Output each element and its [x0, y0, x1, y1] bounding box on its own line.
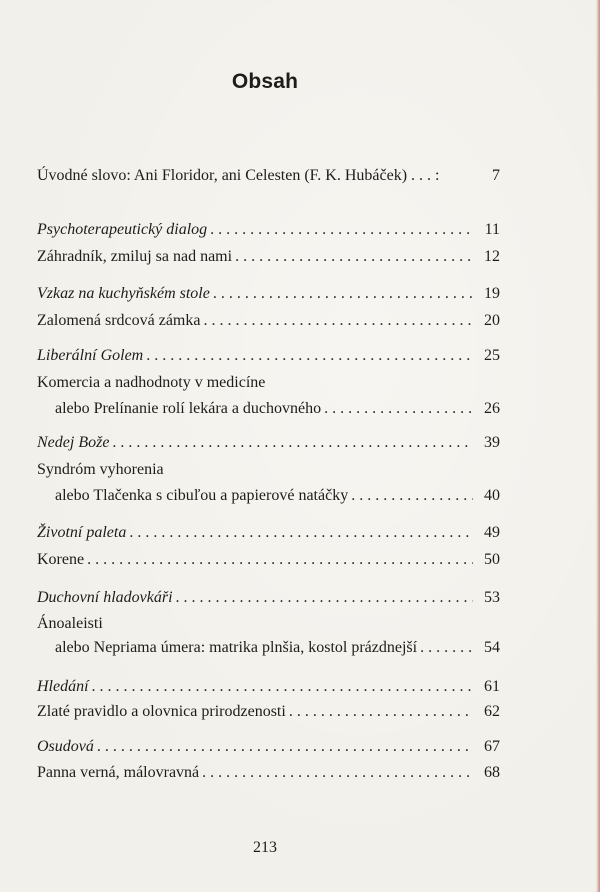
toc-entry-page: 7 — [492, 167, 500, 184]
toc-entry — [37, 613, 500, 635]
toc-entry-page: 53 — [484, 589, 500, 606]
toc-entry-title: Psychoterapeutický dialog — [37, 221, 208, 238]
toc-entry-title: Ánoaleisti — [37, 615, 103, 632]
toc-entry-title: Osudová — [37, 738, 94, 755]
toc-entry-subtitle: alebo Prelínanie rolí lekára a duchovného — [55, 400, 322, 417]
toc-entry — [37, 310, 500, 332]
dot-leader — [176, 587, 473, 609]
toc-entry — [37, 219, 500, 241]
toc-entry-page: 11 — [484, 221, 500, 238]
toc-entry-page: 62 — [484, 703, 500, 720]
toc-entry — [37, 701, 500, 723]
page-number: 213 — [253, 839, 277, 856]
toc-entry-title: Záhradník, zmiluj sa nad nami — [37, 248, 233, 265]
page-edge — [596, 0, 600, 892]
toc-entry-title: Úvodné slovo: Ani Floridor, ani Celesten (F. K. Hubáček) . . . : — [37, 167, 440, 184]
toc-entry-subtitle: alebo Nepriama úmera: matrika plnšia, kostol prázdnejší — [55, 639, 418, 656]
toc-entry — [37, 676, 500, 698]
toc-entry — [37, 372, 500, 394]
page-title: Obsah — [231, 70, 299, 93]
dot-leader — [97, 736, 473, 758]
toc-entry-title: Korene — [37, 551, 85, 568]
toc-entry-title: Nedej Bože — [37, 434, 110, 451]
toc-entry-title: Syndróm vyhorenia — [37, 461, 164, 478]
toc-entry — [37, 587, 500, 609]
toc-entry-page: 40 — [484, 487, 500, 504]
toc-entry — [55, 637, 500, 659]
toc-entry — [37, 283, 500, 305]
toc-entry-page: 68 — [484, 764, 500, 781]
toc-entry-page: 50 — [484, 551, 500, 568]
toc-entry-title: Zlaté pravidlo a olovnica prirodzenosti — [37, 703, 286, 720]
toc-entry-title: Zalomená srdcová zámka — [37, 312, 201, 329]
toc-entry-title: Komercia a nadhodnoty v medicíne — [37, 374, 266, 391]
toc-entry — [37, 459, 500, 481]
dot-leader — [92, 676, 473, 698]
toc-entry — [37, 432, 500, 454]
toc-entry-title: Vzkaz na kuchyňském stole — [37, 285, 210, 302]
toc-entry-page: 67 — [484, 738, 500, 755]
dot-leader — [203, 310, 473, 332]
dot-leader — [129, 522, 473, 544]
dot-leader — [235, 246, 473, 268]
toc-entry-page: 19 — [484, 285, 500, 302]
toc-entry-title: Liberální Golem — [37, 347, 144, 364]
toc-entry — [37, 345, 500, 367]
toc-entry-page: 26 — [484, 400, 500, 417]
toc-entry-page: 12 — [484, 248, 500, 265]
toc-entry-page: 20 — [484, 312, 500, 329]
dot-leader — [351, 485, 473, 507]
dot-leader — [210, 219, 473, 241]
dot-leader — [87, 549, 473, 571]
toc-entry-page: 49 — [484, 524, 500, 541]
dot-leader — [146, 345, 473, 367]
toc-entry — [37, 246, 500, 268]
toc-entry — [37, 549, 500, 571]
toc-entry-title: Panna verná, málovravná — [37, 764, 200, 781]
toc-entry-page: 25 — [484, 347, 500, 364]
toc-entry-subtitle: alebo Tlačenka s cibuľou a papierové natáčky — [55, 487, 349, 504]
toc-entry-title: Životní paleta — [37, 524, 127, 541]
dot-leader — [324, 398, 473, 420]
dot-leader — [213, 283, 473, 305]
toc-entry-page: 54 — [484, 639, 500, 656]
toc-entry — [37, 736, 500, 758]
toc-entry-title: Hledání — [37, 678, 89, 695]
toc-entry — [37, 522, 500, 544]
toc-entry-title: Duchovní hladovkáři — [37, 589, 173, 606]
dot-leader — [289, 701, 473, 723]
toc-entry — [55, 398, 500, 420]
toc-entry — [37, 165, 500, 187]
toc-entry-page: 61 — [484, 678, 500, 695]
dot-leader — [420, 637, 473, 659]
toc-entry — [37, 762, 500, 784]
toc-entry — [55, 485, 500, 507]
dot-leader — [112, 432, 473, 454]
dot-leader — [202, 762, 473, 784]
toc-entry-page: 39 — [484, 434, 500, 451]
